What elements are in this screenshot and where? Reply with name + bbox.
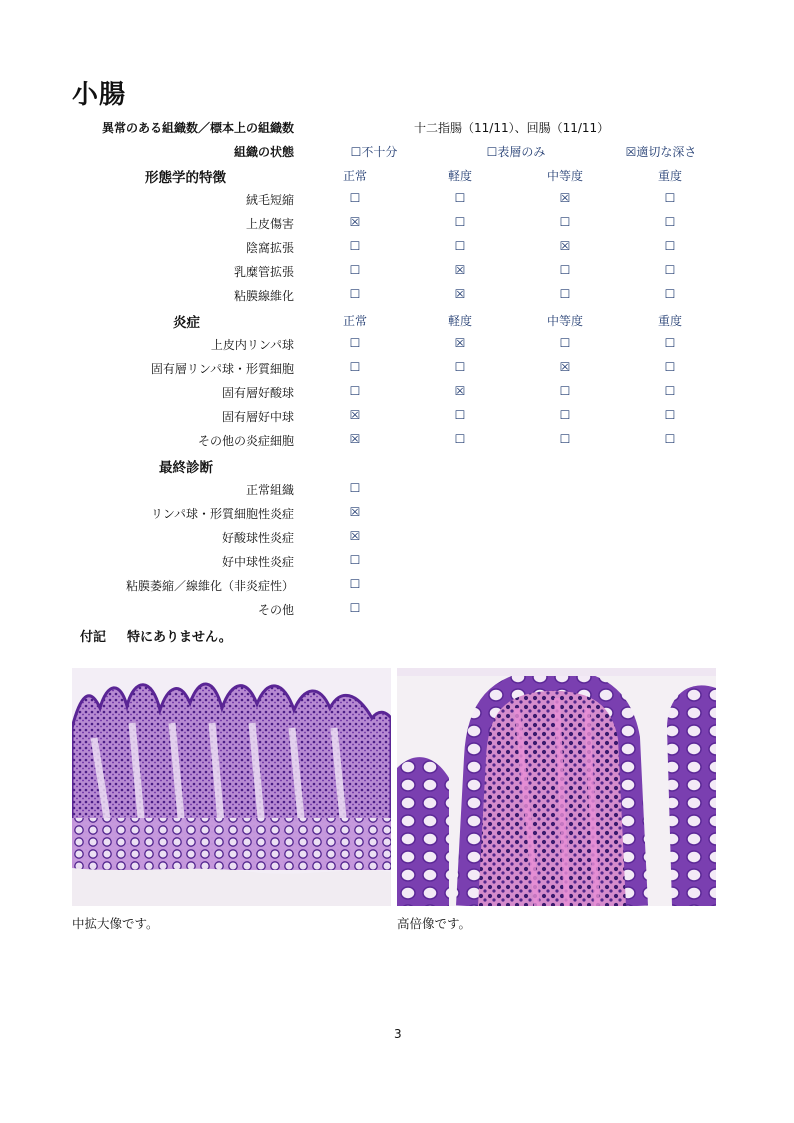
condition-option-adequate-depth[interactable]: ☒適切な深さ <box>625 145 697 159</box>
checkbox[interactable]: ☐ <box>349 384 361 398</box>
checkbox[interactable]: ☐ <box>664 408 676 422</box>
condition-label: 組織の状態 <box>233 145 294 159</box>
checkbox[interactable]: ☐ <box>454 191 466 205</box>
diagnosis-row-label: 正常組織 <box>245 483 294 497</box>
diagnosis-heading: 最終診断 <box>159 460 213 476</box>
inflammation-row-label: 固有層好酸球 <box>221 386 294 400</box>
image-caption-medium: 中拡大像です。 <box>72 916 159 931</box>
inflammation-heading: 炎症 <box>173 315 200 331</box>
diagnosis-row-label: 好中球性炎症 <box>221 555 294 569</box>
inflammation-col-severe: 重度 <box>657 314 682 328</box>
page-title: 小腸 <box>72 80 127 110</box>
checkbox[interactable]: ☐ <box>664 239 676 253</box>
condition-option-surface-only[interactable]: ☐表層のみ <box>486 145 546 159</box>
morphology-row-label: 上皮傷害 <box>245 217 294 231</box>
inflammation-col-normal: 正常 <box>342 314 367 328</box>
checkbox[interactable]: ☐ <box>349 360 361 374</box>
inflammation-col-mild: 軽度 <box>447 314 472 328</box>
morphology-col-moderate: 中等度 <box>546 169 583 183</box>
checkbox[interactable]: ☒ <box>349 505 361 519</box>
inflammation-row-label: 上皮内リンパ球 <box>210 338 294 352</box>
checkbox[interactable]: ☐ <box>349 191 361 205</box>
histology-image-high <box>397 668 716 906</box>
checkbox[interactable]: ☐ <box>349 287 361 301</box>
diagnosis-row-label: リンパ球・形質細胞性炎症 <box>150 507 294 521</box>
checkbox[interactable]: ☒ <box>559 239 571 253</box>
diagnosis-row-label: その他 <box>257 603 294 617</box>
checkbox[interactable]: ☐ <box>664 384 676 398</box>
checkbox[interactable]: ☐ <box>664 263 676 277</box>
checkbox[interactable]: ☐ <box>559 215 571 229</box>
checkbox[interactable]: ☐ <box>664 432 676 446</box>
checkbox[interactable]: ☐ <box>664 191 676 205</box>
note-text: 特にありません。 <box>127 630 232 645</box>
checkbox[interactable]: ☒ <box>349 529 361 543</box>
checkbox[interactable]: ☒ <box>349 408 361 422</box>
checkbox[interactable]: ☐ <box>454 215 466 229</box>
checkbox[interactable]: ☐ <box>559 432 571 446</box>
checkbox[interactable]: ☐ <box>559 263 571 277</box>
checkbox[interactable]: ☒ <box>454 287 466 301</box>
inflammation-col-moderate: 中等度 <box>546 314 583 328</box>
checkbox[interactable]: ☐ <box>664 360 676 374</box>
checkbox[interactable]: ☐ <box>349 481 361 495</box>
histology-image-medium <box>72 668 391 906</box>
summary-label: 異常のある組織数／標本上の組織数 <box>101 121 294 135</box>
checkbox[interactable]: ☐ <box>559 408 571 422</box>
checkbox[interactable]: ☐ <box>349 553 361 567</box>
morphology-col-severe: 重度 <box>657 169 682 183</box>
checkbox[interactable]: ☐ <box>664 287 676 301</box>
checkbox[interactable]: ☒ <box>559 360 571 374</box>
condition-option-insufficient[interactable]: ☐不十分 <box>350 145 398 159</box>
checkbox[interactable]: ☒ <box>349 432 361 446</box>
morphology-col-normal: 正常 <box>342 169 367 183</box>
note-label: 付記 <box>80 630 107 645</box>
inflammation-row-label: 固有層リンパ球・形質細胞 <box>150 362 294 376</box>
checkbox[interactable]: ☐ <box>454 432 466 446</box>
checkbox[interactable]: ☐ <box>349 577 361 591</box>
image-caption-high: 高倍像です。 <box>397 916 472 931</box>
checkbox[interactable]: ☐ <box>559 287 571 301</box>
diagnosis-row-label: 好酸球性炎症 <box>221 531 294 545</box>
checkbox[interactable]: ☒ <box>349 215 361 229</box>
checkbox[interactable]: ☐ <box>349 239 361 253</box>
checkbox[interactable]: ☐ <box>559 384 571 398</box>
inflammation-row-label: その他の炎症細胞 <box>197 434 294 448</box>
page-number: 3 <box>394 1027 402 1041</box>
checkbox[interactable]: ☒ <box>454 263 466 277</box>
checkbox[interactable]: ☒ <box>454 384 466 398</box>
checkbox[interactable]: ☐ <box>454 408 466 422</box>
checkbox[interactable]: ☐ <box>349 263 361 277</box>
checkbox[interactable]: ☒ <box>559 191 571 205</box>
morphology-row-label: 粘膜線維化 <box>233 289 294 303</box>
checkbox[interactable]: ☐ <box>664 336 676 350</box>
checkbox[interactable]: ☐ <box>559 336 571 350</box>
morphology-row-label: 乳糜管拡張 <box>233 265 294 279</box>
summary-value: 十二指腸（11/11）、回腸（11/11） <box>414 121 610 135</box>
checkbox[interactable]: ☐ <box>454 239 466 253</box>
checkbox[interactable]: ☐ <box>349 336 361 350</box>
diagnosis-row-label: 粘膜萎縮／線維化（非炎症性） <box>125 579 294 593</box>
checkbox[interactable]: ☐ <box>454 360 466 374</box>
checkbox[interactable]: ☐ <box>349 601 361 615</box>
morphology-col-mild: 軽度 <box>447 169 472 183</box>
checkbox[interactable]: ☒ <box>454 336 466 350</box>
inflammation-row-label: 固有層好中球 <box>221 410 294 424</box>
checkbox[interactable]: ☐ <box>664 215 676 229</box>
morphology-row-label: 絨毛短縮 <box>245 193 294 207</box>
morphology-heading: 形態学的特徴 <box>145 170 226 186</box>
morphology-row-label: 陰窩拡張 <box>245 241 294 255</box>
